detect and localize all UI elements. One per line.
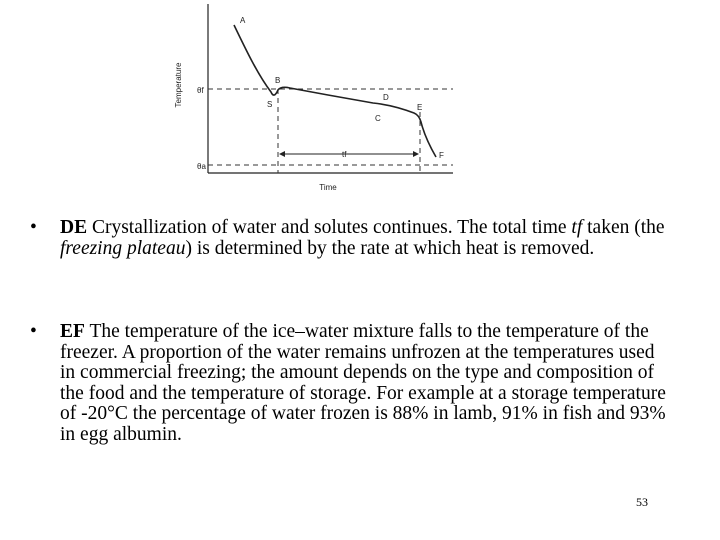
bullet-ef-paragraph: [30, 322, 670, 445]
theta-f-label: θf: [197, 86, 204, 95]
bullet-dot: •: [30, 321, 37, 342]
point-a-label: A: [240, 16, 246, 25]
bullet-de-tf: tf: [571, 217, 583, 238]
bullet-dot: •: [30, 217, 37, 238]
point-b-label: B: [275, 76, 281, 85]
theta-a-label: θa: [197, 162, 206, 171]
bullet-ef: [30, 322, 670, 445]
bullet-ef-heading: EF: [60, 321, 85, 342]
bullet-de-italic: freezing plateau: [60, 237, 186, 259]
bullet-de-heading: DE: [60, 217, 88, 238]
bullet-de-text-3: ) is determined by the rate at which heat is removed.: [185, 237, 595, 259]
point-e-label: E: [417, 103, 423, 112]
page-number: 53: [636, 495, 648, 509]
bullet-de-text-1: Crystallization of water and solutes continues. The total time: [87, 217, 572, 238]
freezing-curve-diagram: [168, 0, 458, 200]
tf-label: tf: [342, 150, 347, 159]
bullet-de-paragraph: [30, 218, 670, 259]
bullet-ef-text: The temperature of the ice–water mixture falls to the temperature of the freezer. A proportion of the water remains unfrozen at the temperatures used in commercial freezing; the amount depends on the type and composition of the food and the temperature of storage. For example at a storage temperature of -20°C the percentage of water frozen is 88% in lamb, 91% in fish and 93% in egg albumin.: [60, 321, 666, 445]
bullet-de-text-2: taken (the: [582, 217, 665, 238]
y-axis-label: Temperature: [174, 62, 183, 108]
point-d-label: D: [383, 93, 389, 102]
freezing-curve: [234, 25, 436, 157]
bullet-de: [30, 218, 670, 259]
point-f-label: F: [439, 151, 444, 160]
point-s-label: S: [267, 100, 273, 109]
point-c-label: C: [375, 114, 381, 123]
x-axis-label: Time: [319, 183, 337, 192]
